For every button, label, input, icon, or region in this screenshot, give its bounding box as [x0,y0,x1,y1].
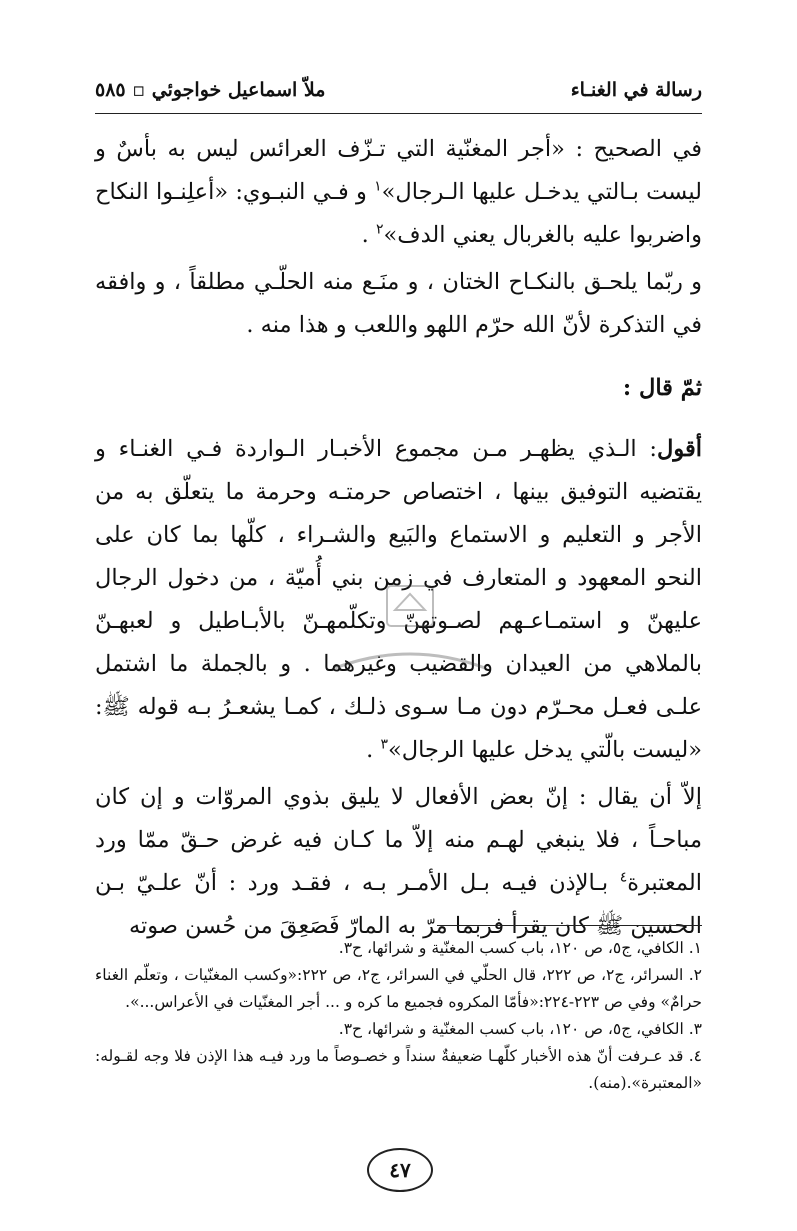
footnote-1: ١. الكافي، ج٥، ص ١٢٠، باب كسب المغنّية و شرائها، ح٣. [338,939,702,957]
running-header [95,70,702,110]
main-text [95,128,702,948]
footnote-4: ٤. قد عـرفت أنّ هذه الأخبار كلّهـا ضعيفةٌ سنداً و خصـوصاً ما ورد فيـه هذا الإذن فلا وجه لقـوله: «المعتبرة».(منه). [95,1047,702,1092]
paragraph-4: إلاّ أن يقال : إنّ بعض الأفعال لا يليق بذوي المروّات و إن كان مباحـاً ، فلا ينبغي لهـم منه إلاّ ما كـان فيه غرض حـقّ ممّا ورد المعتبرة$^٤$ بـالإذن فيـه بـل الأمـر بـه ، فقـد ورد : أنّ علـيّ بـن الحسين ﷺ كان يقرأ فربما مرّ به المارّ فَصَعِقَ من حُسن صوته [95,784,702,939]
footnote-ref-1[interactable]: ١ [374,178,382,195]
lead-word: أقول [657,436,702,462]
section-heading: ثمّ قال : [622,375,702,401]
footnote-ref-2[interactable]: ٢ [375,221,384,238]
book-title: رسالة في الغنـاء [570,79,702,101]
footnote-divider [437,925,702,926]
page-number: ٤٧ [367,1148,433,1192]
author-and-page: ملاّ اسماعيل خواجوئي ▫ ٥٨٥ [95,79,326,101]
library-watermark-stamp [325,580,495,690]
footnote-ref-4[interactable]: ٤ [619,869,628,886]
header-divider [95,113,702,114]
footnote-2: ٢. السرائر، ج٢، ص ٢٢٢، قال الحلّي في السرائر، ج٢، ص ٢٢٢:«وكسب المغنّيات ، وتعلّم الغناء حرامٌ» وفي ص ٢٢٣-٢٢٤:«فأمّا المكروه فجميع ما كره و ... أجر المغنّيات في الأعراس...». [95,966,702,1011]
footnotes [95,935,702,1097]
paragraph-2: و ربّما يلحـق بالنكـاح الختان ، و منَـع منه الحلّـي مطلقاً ، و وافقه في التذكرة لأنّ الله حرّم اللهو واللعب و هذا منه . [95,269,702,338]
paragraph-1: في الصحيح : «أجر المغنّية التي تـزّف العرائس ليس به بأسٌ و ليست بـالتي يدخـل عليها الـرجال»$^١$ و فـي النبـوي: «أعلِنـوا النكاح واضربوا عليه بالغربال يعني الدف»$^٢$ . [95,136,702,248]
paragraph-3: أقول: الـذي يظهـر مـن مجموع الأخبـار الـواردة فـي الغنـاء و يقتضيه التوفيق بينها ، اختصاص حرمتـه وحرمة ما يتعلّق به من الأجر و التعليم و الاستماع والبَيع والشـراء ، كلّها بما كان على النحو المعهود و المتعارف في زمن بني أُميّة ، من دخول الرجال عليهنّ و استمـاعـهم لصـوتهنّ وتكلّمهـنّ بالأبـاطيل و لعبهـنّ بالملاهي من العيدان والقضيب وغيرهما . و بالجملة ما اشتمل علـى فعـل محـرّم دون مـا سـوى ذلـك ، كمـا يشعـرُ بـه قوله ﷺ: «ليست بالّتي يدخل عليها الرجال»$^٣$ . [95,436,702,763]
footnote-3: ٣. الكافي، ج٥، ص ١٢٠، باب كسب المغنّية و شرائها، ح٣. [338,1020,702,1038]
footnote-ref-3[interactable]: ٣ [380,736,388,753]
